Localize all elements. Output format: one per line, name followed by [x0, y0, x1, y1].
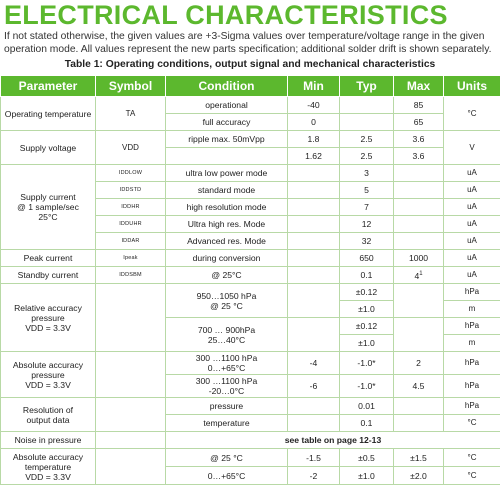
table-cell: [288, 199, 340, 216]
symbol-cell: Ipeak: [96, 250, 166, 267]
symbol-cell: [96, 398, 166, 432]
unit-cell: uA: [444, 199, 500, 216]
table-header-row: [1, 76, 500, 97]
param-line: VDD = 3.3V: [25, 322, 71, 333]
table-row: [1, 250, 500, 267]
table-row: [1, 432, 500, 449]
unit-cell: uA: [444, 250, 500, 267]
table-cell: [166, 148, 288, 165]
param-line: output data: [26, 414, 70, 425]
param-line: Supply current: [20, 192, 76, 202]
unit-cell: hPa: [444, 318, 500, 335]
table-cell: [394, 199, 444, 216]
unit-cell: V: [444, 131, 500, 165]
table-cell: Ultra high res. Mode: [166, 216, 288, 233]
table-cell: temperature: [166, 415, 288, 432]
symbol-cell: [96, 449, 166, 485]
table-cell: 65: [394, 114, 444, 131]
param-line: VDD = 3.3V: [25, 471, 71, 482]
table-cell: 32: [340, 233, 394, 250]
unit-cell: uA: [444, 165, 500, 182]
table-cell: [288, 233, 340, 250]
cond-line: 25…40°C: [207, 334, 246, 345]
table-cell: 0.1: [340, 415, 394, 432]
param-line: Absolute accuracy: [12, 359, 84, 370]
header-symbol: Symbol: [96, 76, 166, 97]
unit-cell: uA: [444, 267, 500, 284]
table-cell: 3: [340, 165, 394, 182]
table-cell: ±1.0: [340, 335, 394, 352]
param-peak-current: Peak current: [1, 250, 96, 267]
table-cell: [288, 165, 340, 182]
table-cell: -1.0*: [340, 375, 394, 398]
param-line: VDD = 3.3V: [25, 379, 71, 390]
unit-cell: m: [444, 301, 500, 318]
table-cell: -1.5: [288, 449, 340, 467]
table-cell: [288, 216, 340, 233]
table-cell: [288, 284, 340, 318]
footnote-marker: 1: [419, 271, 423, 278]
condition-cell: [166, 375, 288, 398]
unit-cell: hPa: [444, 398, 500, 415]
table-row: [1, 165, 500, 182]
cond-line: 0…+65°C: [207, 363, 246, 373]
table-cell: 85: [394, 97, 444, 114]
table-cell: 650: [340, 250, 394, 267]
cond-line: 950…1050 hPa: [196, 290, 257, 301]
noise-note: see table on page 12-13: [166, 432, 500, 449]
param-line: @ 1 sample/sec: [17, 202, 79, 212]
table-caption: Table 1: Operating conditions, output signal and mechanical characteristics: [64, 59, 436, 70]
param-absolute-accuracy-pressure: [1, 352, 96, 398]
unit-cell: hPa: [444, 352, 500, 375]
unit-cell: °C: [444, 449, 500, 467]
symbol-cell: [96, 432, 166, 449]
table-cell: [394, 284, 444, 318]
param-line: pressure: [31, 312, 65, 323]
cond-line: 300 …1100 hPa: [195, 376, 258, 386]
table-cell: 4.5: [394, 375, 444, 398]
cell-value: 4: [414, 270, 420, 281]
table-cell: 1.62: [288, 148, 340, 165]
table-cell: high resolution mode: [166, 199, 288, 216]
table-cell: during conversion: [166, 250, 288, 267]
param-standby-current: Standby current: [1, 267, 96, 284]
table-cell: -6: [288, 375, 340, 398]
table-cell: [394, 398, 444, 415]
symbol-cell: IDDLOW: [96, 165, 166, 182]
table-cell: 0.01: [340, 398, 394, 415]
table-row: [1, 398, 500, 415]
table-cell: [288, 182, 340, 199]
table-cell: ±2.0: [394, 467, 444, 485]
table-row: [1, 352, 500, 375]
table-cell: ±1.5: [394, 449, 444, 467]
symbol-cell: [96, 284, 166, 352]
table-cell: full accuracy: [166, 114, 288, 131]
table-cell: 0.1: [340, 267, 394, 284]
symbol-cell: [96, 352, 166, 398]
cond-line: 300 …1100 hPa: [195, 353, 258, 363]
param-line: Relative accuracy: [14, 302, 82, 313]
table-cell: -40: [288, 97, 340, 114]
table-row: [1, 131, 500, 148]
condition-cell: [166, 318, 288, 352]
table-cell: [288, 415, 340, 432]
param-line: Resolution of: [22, 404, 74, 415]
table-cell: [340, 114, 394, 131]
intro-text: If not stated otherwise, the given values are +3-Sigma values over temperature/voltage range in the given operation mode. All values represent the new parts specification; additional solder drift is shown separately.: [4, 31, 492, 55]
table-cell: [288, 398, 340, 415]
table-cell: [394, 165, 444, 182]
table-cell: pressure: [166, 398, 288, 415]
param-noise: Noise in pressure: [1, 432, 96, 449]
table-row: [1, 284, 500, 301]
table-cell: 2.5: [340, 148, 394, 165]
table-row: [1, 267, 500, 284]
table-cell: [394, 267, 444, 284]
table-cell: [394, 216, 444, 233]
unit-cell: uA: [444, 182, 500, 199]
header-max: Max: [394, 76, 444, 97]
cond-line: 700 … 900hPa: [197, 324, 256, 335]
condition-cell: [166, 284, 288, 318]
table-cell: ±0.12: [340, 284, 394, 301]
unit-cell: uA: [444, 233, 500, 250]
symbol-vdd: VDD: [96, 131, 166, 165]
table-cell: [288, 250, 340, 267]
unit-cell: hPa: [444, 284, 500, 301]
table-cell: 0…+65°C: [166, 467, 288, 485]
table-cell: 0: [288, 114, 340, 131]
table-cell: 2: [394, 352, 444, 375]
table-cell: 7: [340, 199, 394, 216]
param-line: Absolute accuracy: [12, 451, 84, 462]
cond-line: -20…0°C: [208, 386, 245, 396]
condition-cell: [166, 352, 288, 375]
param-supply-current: [1, 165, 96, 250]
unit-cell: °C: [444, 415, 500, 432]
cond-line: @ 25 °C: [210, 300, 243, 311]
param-resolution: [1, 398, 96, 432]
table-row: [1, 449, 500, 467]
unit-cell: °C: [444, 467, 500, 485]
table-row: [1, 97, 500, 114]
table-cell: ±0.12: [340, 318, 394, 335]
table-cell: 3.6: [394, 131, 444, 148]
param-line: 25°C: [38, 212, 58, 222]
table-cell: -1.0*: [340, 352, 394, 375]
header-condition: Condition: [166, 76, 288, 97]
symbol-cell: IDDUHR: [96, 216, 166, 233]
param-supply-voltage: Supply voltage: [1, 131, 96, 165]
table-cell: 2.5: [340, 131, 394, 148]
table-cell: [288, 267, 340, 284]
table-cell: ripple max. 50mVpp: [166, 131, 288, 148]
unit-cell: uA: [444, 216, 500, 233]
symbol-cell: IDDHR: [96, 199, 166, 216]
table-cell: 1.8: [288, 131, 340, 148]
table-cell: -2: [288, 467, 340, 485]
table-cell: [340, 97, 394, 114]
table-cell: ultra low power mode: [166, 165, 288, 182]
param-absolute-accuracy-temperature: [1, 449, 96, 485]
unit-cell: hPa: [444, 375, 500, 398]
table-cell: standard mode: [166, 182, 288, 199]
table-cell: [394, 318, 444, 352]
param-line: pressure: [31, 369, 65, 380]
table-cell: 5: [340, 182, 394, 199]
section-title: ELECTRICAL CHARACTERISTICS: [4, 0, 448, 30]
table-cell: [288, 318, 340, 352]
symbol-cell: IDDAR: [96, 233, 166, 250]
table-cell: ±1.0: [340, 301, 394, 318]
header-typ: Typ: [340, 76, 394, 97]
table-cell: @ 25°C: [166, 267, 288, 284]
table-cell: 1000: [394, 250, 444, 267]
table-cell: -4: [288, 352, 340, 375]
table-cell: [394, 233, 444, 250]
table-cell: operational: [166, 97, 288, 114]
header-units: Units: [444, 76, 500, 97]
param-relative-accuracy: [1, 284, 96, 352]
unit-cell: °C: [444, 97, 500, 131]
table-cell: [394, 182, 444, 199]
table-cell: Advanced res. Mode: [166, 233, 288, 250]
header-min: Min: [288, 76, 340, 97]
characteristics-table: [0, 75, 500, 485]
table-cell: 12: [340, 216, 394, 233]
symbol-cell: IDDSTD: [96, 182, 166, 199]
header-parameter: Parameter: [1, 76, 96, 97]
table-cell: ±1.0: [340, 467, 394, 485]
param-operating-temperature: Operating temperature: [1, 97, 96, 131]
table-cell: @ 25 °C: [166, 449, 288, 467]
symbol-ta: TA: [96, 97, 166, 131]
table-cell: ±0.5: [340, 449, 394, 467]
unit-cell: m: [444, 335, 500, 352]
table-cell: [394, 415, 444, 432]
table-cell: 3.6: [394, 148, 444, 165]
symbol-cell: IDDSBM: [96, 267, 166, 284]
param-line: temperature: [24, 461, 72, 472]
